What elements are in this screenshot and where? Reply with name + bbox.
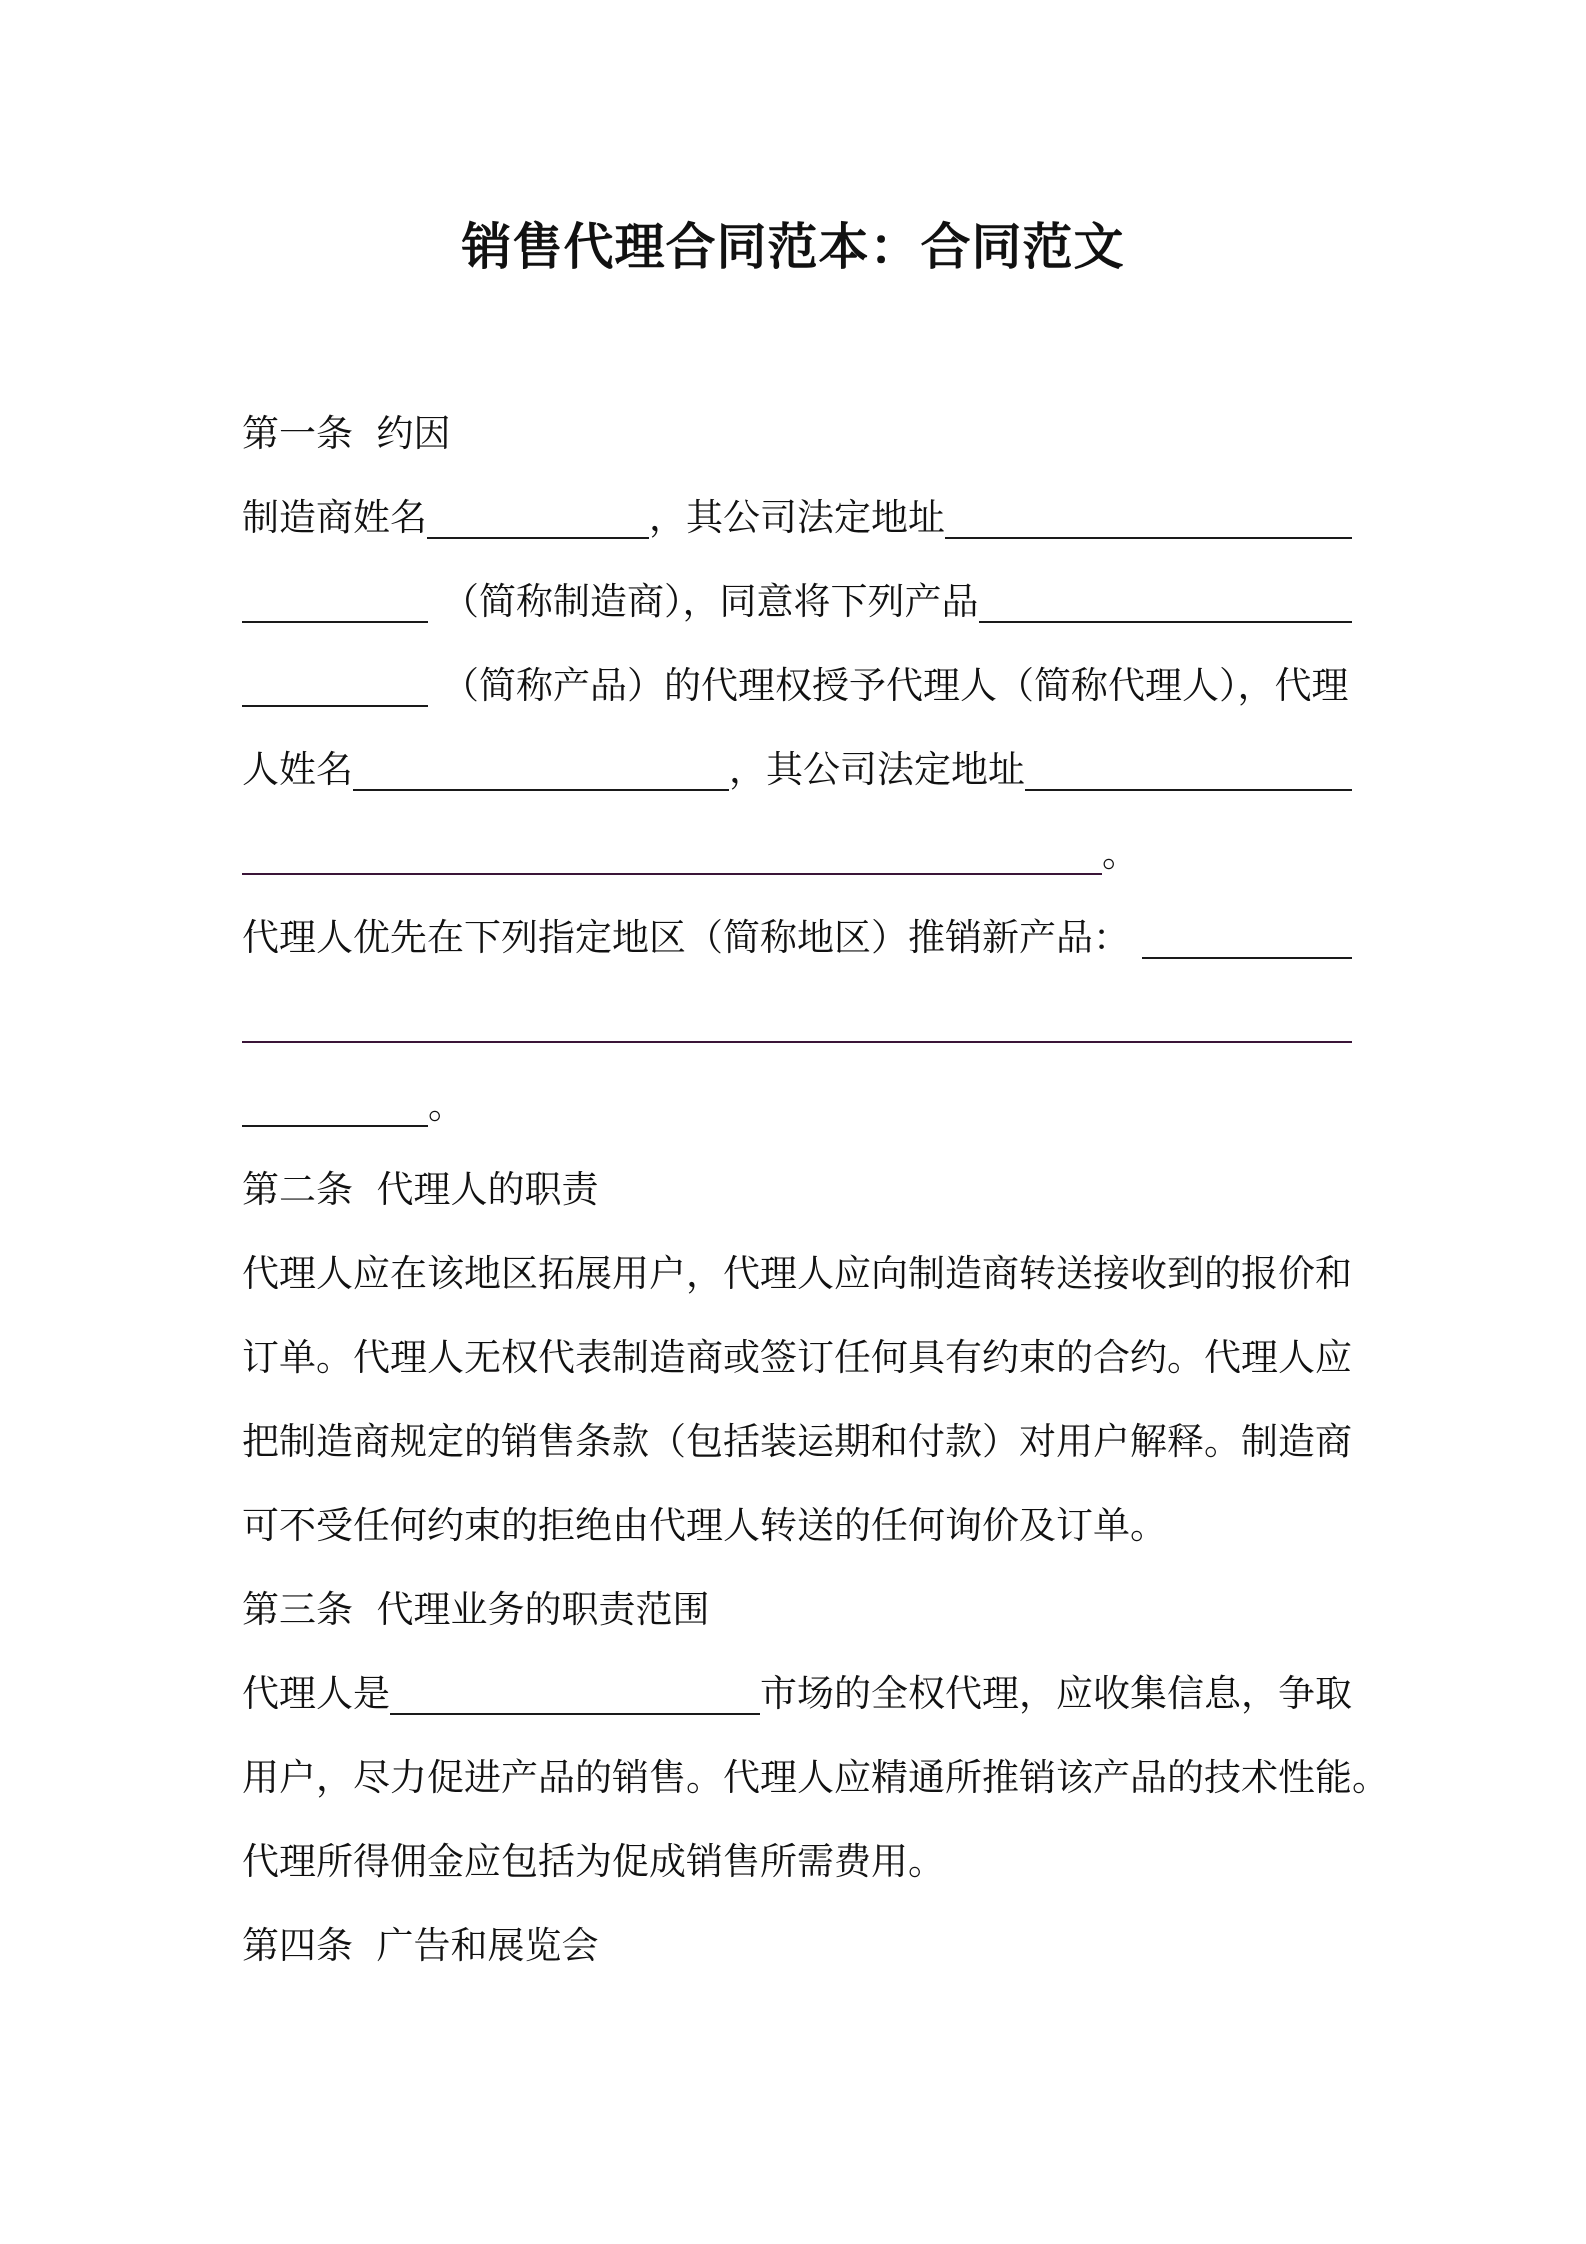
article1-line1: [242, 476, 1352, 560]
article2-heading: [242, 1148, 1352, 1232]
article2-text-2: 订单。代理人无权代表制造商或签订任何具有约束的合约。代理人应: [242, 1336, 1352, 1379]
article3-text-3: 代理所得佣金应包括为促成销售所需费用。: [242, 1840, 945, 1883]
article2-line4: [242, 1484, 1352, 1568]
article1-line6: [242, 896, 1352, 980]
article1-line8: [242, 1064, 1352, 1148]
manufacturer-address-blank: [945, 497, 1352, 539]
article2-line1: [242, 1232, 1352, 1316]
article1-line7: [242, 980, 1352, 1064]
territory-blank-2: [242, 1001, 1352, 1043]
article2-text-3: 把制造商规定的销售条款（包括装运期和付款）对用户解释。制造商: [242, 1420, 1352, 1463]
market-blank: [390, 1673, 760, 1715]
article2-text-1: 代理人应在该地区拓展用户，代理人应向制造商转送接收到的报价和: [242, 1252, 1352, 1295]
article1-line4: [242, 728, 1352, 812]
article1-line5: [242, 812, 1352, 896]
agent-name-blank: [353, 749, 729, 791]
article3-line2: [242, 1736, 1389, 1820]
product-grant-text: （简称制造商），同意将下列产品: [442, 580, 979, 623]
article1-line2: [242, 560, 1352, 644]
line5-period: 。: [1102, 832, 1139, 875]
article2-heading-text: 第二条 代理人的职责: [242, 1168, 599, 1211]
article4-heading-text: 第四条 广告和展览会: [242, 1924, 599, 1967]
manufacturer-address-label: ，其公司法定地址: [649, 496, 945, 539]
article1-heading-text: 第一条 约因: [242, 412, 451, 455]
product-blank: [979, 581, 1353, 623]
territory-blank: [1142, 917, 1352, 959]
manufacturer-name-blank: [427, 497, 649, 539]
territory-blank-3: [242, 1085, 428, 1127]
article3-line1: [242, 1652, 1352, 1736]
agent-address-blank: [1025, 749, 1352, 791]
article2-line2: [242, 1316, 1352, 1400]
product-blank-2: [242, 665, 428, 707]
article1-heading: [242, 392, 1352, 476]
article3-text-2: 用户，尽力促进产品的销售。代理人应精通所推销该产品的技术性能。: [242, 1756, 1389, 1799]
article1-line3: [242, 644, 1352, 728]
manufacturer-name-label: 制造商姓名: [242, 496, 427, 539]
agent-address-blank-2: [242, 833, 1102, 875]
line8-period: 。: [428, 1084, 465, 1127]
manufacturer-address-blank-2: [242, 581, 428, 623]
article2-line3: [242, 1400, 1352, 1484]
document-title: 销售代理合同范本：合同范文: [461, 218, 1125, 276]
agency-grant-text: （简称产品）的代理权授予代理人（简称代理人），代理: [442, 664, 1349, 707]
market-agent-text: 市场的全权代理，应收集信息，争取: [760, 1672, 1352, 1715]
article2-text-4: 可不受任何约束的拒绝由代理人转送的任何询价及订单。: [242, 1504, 1167, 1547]
article3-heading: [242, 1568, 1352, 1652]
agent-address-label: ，其公司法定地址: [729, 748, 1025, 791]
agent-is-label: 代理人是: [242, 1672, 390, 1715]
article3-heading-text: 第三条 代理业务的职责范围: [242, 1588, 710, 1631]
territory-text: 代理人优先在下列指定地区（简称地区）推销新产品：: [242, 916, 1130, 959]
article4-heading: [242, 1904, 1352, 1988]
agent-name-label: 人姓名: [242, 748, 353, 791]
article3-line3: [242, 1820, 1352, 1904]
